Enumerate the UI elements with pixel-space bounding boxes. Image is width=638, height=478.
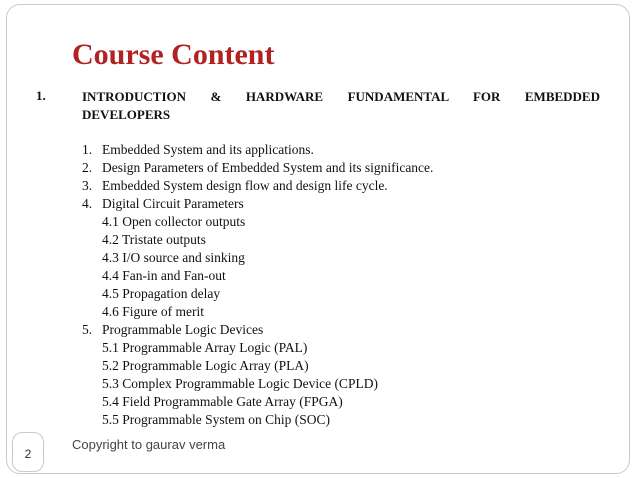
content-list	[82, 141, 433, 429]
list-subitem: 4.2 Tristate outputs	[102, 232, 206, 247]
page-title: Course Content	[72, 38, 275, 71]
footer-copyright: Copyright to gaurav verma	[72, 437, 226, 452]
section-number: 1.	[36, 88, 46, 103]
section-title-line1: INTRODUCTION & HARDWARE FUNDAMENTAL FOR EMBEDDED	[82, 89, 600, 104]
list-subitem: 5.1 Programmable Array Logic (PAL)	[102, 340, 308, 355]
list-subitem: 4.3 I/O source and sinking	[102, 250, 245, 265]
section-title-line2: DEVELOPERS	[82, 107, 171, 122]
list-subitem: 5.3 Complex Programmable Logic Device (CPLD)	[102, 376, 378, 391]
list-subitem: 5.5 Programmable System on Chip (SOC)	[102, 412, 330, 427]
list-subitem: 4.5 Propagation delay	[102, 286, 221, 301]
list-item: 2. Design Parameters of Embedded System and its significance.	[82, 160, 434, 175]
list-subitem: 4.6 Figure of merit	[102, 304, 204, 319]
list-item: 5. Programmable Logic Devices	[82, 322, 264, 337]
list-item: 4. Digital Circuit Parameters	[82, 196, 244, 211]
page-number-badge	[12, 432, 44, 472]
list-item: 1. Embedded System and its applications.	[82, 142, 314, 157]
list-subitem: 4.1 Open collector outputs	[102, 214, 246, 229]
list-subitem: 5.2 Programmable Logic Array (PLA)	[102, 358, 309, 373]
list-subitem: 5.4 Field Programmable Gate Array (FPGA)	[102, 394, 343, 409]
list-item: 3. Embedded System design flow and design life cycle.	[82, 178, 388, 193]
list-subitem: 4.4 Fan-in and Fan-out	[102, 268, 226, 283]
page-number: 2	[24, 447, 32, 461]
